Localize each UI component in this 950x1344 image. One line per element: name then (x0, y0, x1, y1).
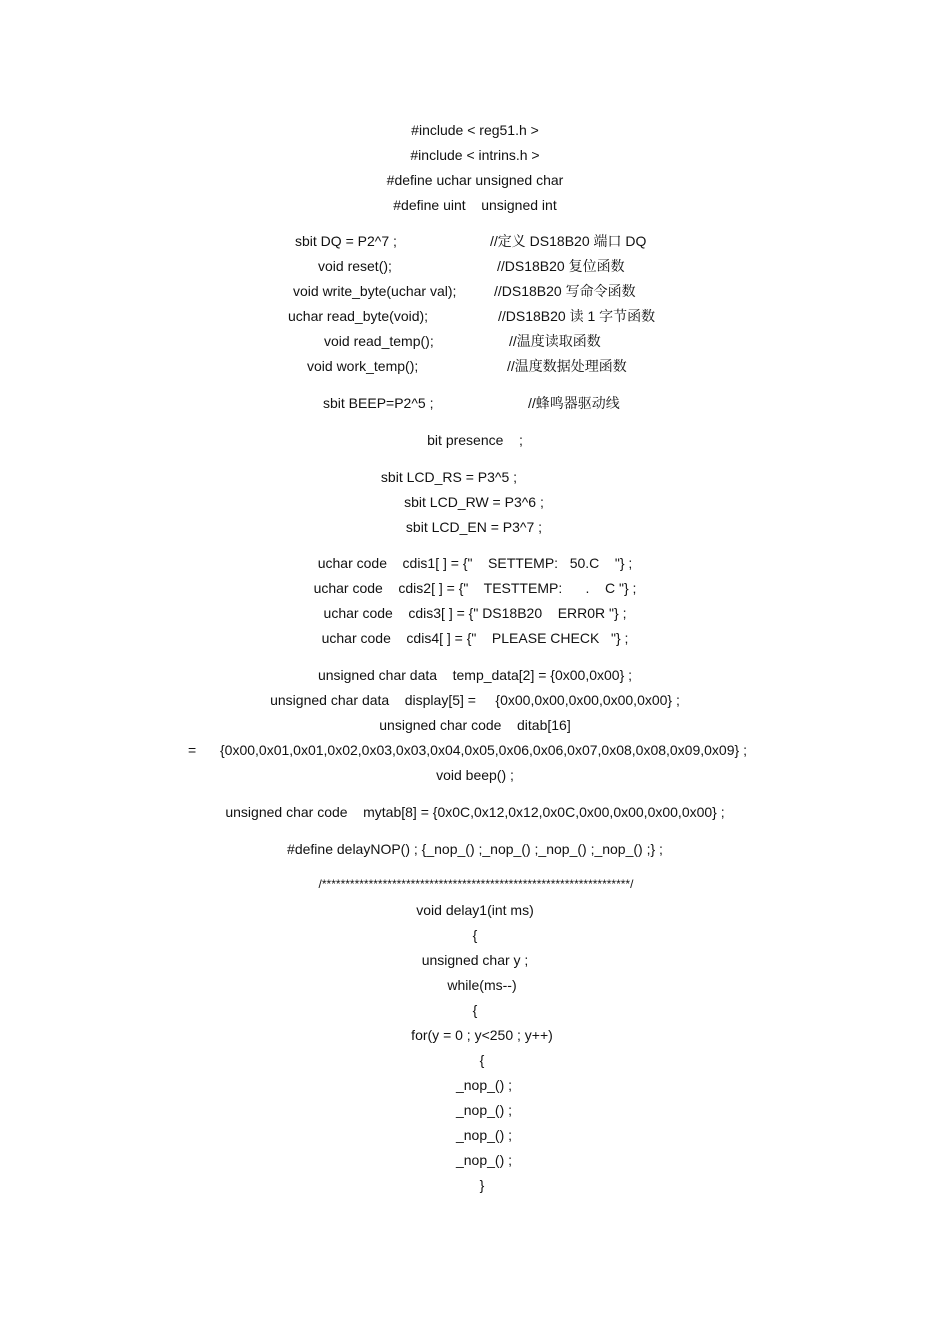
delay1-signature: void delay1(int ms) (416, 902, 534, 918)
beep-decl-line: void beep() ; (436, 767, 514, 783)
bit-presence-line: bit presence ; (427, 432, 523, 448)
sbit-beep-comment: //蜂鸣器驱动线 (528, 395, 620, 411)
temp-data-line: unsigned char data temp_data[2] = {0x00,0x00} ; (317, 667, 633, 683)
define-uint-line: #define uint unsigned int (393, 197, 557, 213)
while-line: while(ms--) (447, 977, 517, 993)
reset-comment: //DS18B20 复位函数 (497, 258, 625, 274)
read-byte-comment: //DS18B20 读 1 字节函数 (498, 308, 656, 324)
work-temp-comment: //温度数据处理函数 (507, 358, 627, 374)
include-reg51-line: #include < reg51.h > (411, 122, 539, 138)
define-delaynop-line: #define delayNOP() ; {_nop_() ;_nop_() ;_nop_() ;_nop_() ;} ; (287, 841, 663, 857)
cdis3-line: uchar code cdis3[ ] = {" DS18B20 ERR0R "} ; (323, 605, 627, 621)
nop-line-2: _nop_() ; (455, 1102, 513, 1118)
ditab-equals: = (188, 742, 197, 758)
open-brace-2: { (472, 1002, 478, 1018)
nop-line-4: _nop_() ; (455, 1152, 513, 1168)
cdis2-line: uchar code cdis2[ ] = {" TESTTEMP: . C "} ; (313, 580, 637, 596)
display-array-line: unsigned char data display[5] = {0x00,0x00,0x00,0x00,0x00} ; (270, 692, 680, 708)
mytab-line: unsigned char code mytab[8] = {0x0C,0x12,0x12,0x0C,0x00,0x00,0x00,0x00} ; (225, 804, 725, 820)
write-byte-decl-line: void write_byte(uchar val); (293, 283, 457, 299)
read-temp-comment: //温度读取函数 (509, 333, 601, 349)
cdis4-line: uchar code cdis4[ ] = {" PLEASE CHECK "} ; (321, 630, 629, 646)
ditab-decl-line: unsigned char code ditab[16] (379, 717, 571, 733)
uchar-y-decl: unsigned char y ; (421, 952, 529, 968)
sbit-dq-line: sbit DQ = P2^7 ; (295, 233, 397, 249)
open-brace-1: { (472, 927, 478, 943)
reset-decl-line: void reset(); (318, 258, 392, 274)
comment-separator: /******************************************************************/ (318, 877, 634, 891)
nop-line-1: _nop_() ; (455, 1077, 513, 1093)
write-byte-comment: //DS18B20 写命令函数 (494, 283, 636, 299)
close-brace-3: } (479, 1177, 485, 1193)
read-temp-decl-line: void read_temp(); (324, 333, 434, 349)
for-line: for(y = 0 ; y<250 ; y++) (411, 1027, 553, 1043)
ditab-values-line: {0x00,0x01,0x01,0x02,0x03,0x03,0x04,0x05,0x06,0x06,0x07,0x08,0x08,0x09,0x09} ; (220, 742, 747, 758)
read-byte-decl-line: uchar read_byte(void); (288, 308, 429, 324)
sbit-lcd-rw-line: sbit LCD_RW = P3^6 ; (404, 494, 544, 510)
nop-line-3: _nop_() ; (455, 1127, 513, 1143)
sbit-lcd-en-line: sbit LCD_EN = P3^7 ; (405, 519, 543, 535)
sbit-lcd-rs-line: sbit LCD_RS = P3^5 ; (380, 469, 518, 485)
sbit-dq-comment: //定义 DS18B20 端口 DQ (490, 233, 647, 249)
cdis1-line: uchar code cdis1[ ] = {" SETTEMP: 50.C "} ; (317, 555, 633, 571)
include-intrins-line: #include < intrins.h > (410, 147, 540, 163)
work-temp-decl-line: void work_temp(); (307, 358, 419, 374)
define-uchar-line: #define uchar unsigned char (386, 172, 564, 188)
open-brace-3: { (479, 1052, 485, 1068)
sbit-beep-line: sbit BEEP=P2^5 ; (323, 395, 434, 411)
